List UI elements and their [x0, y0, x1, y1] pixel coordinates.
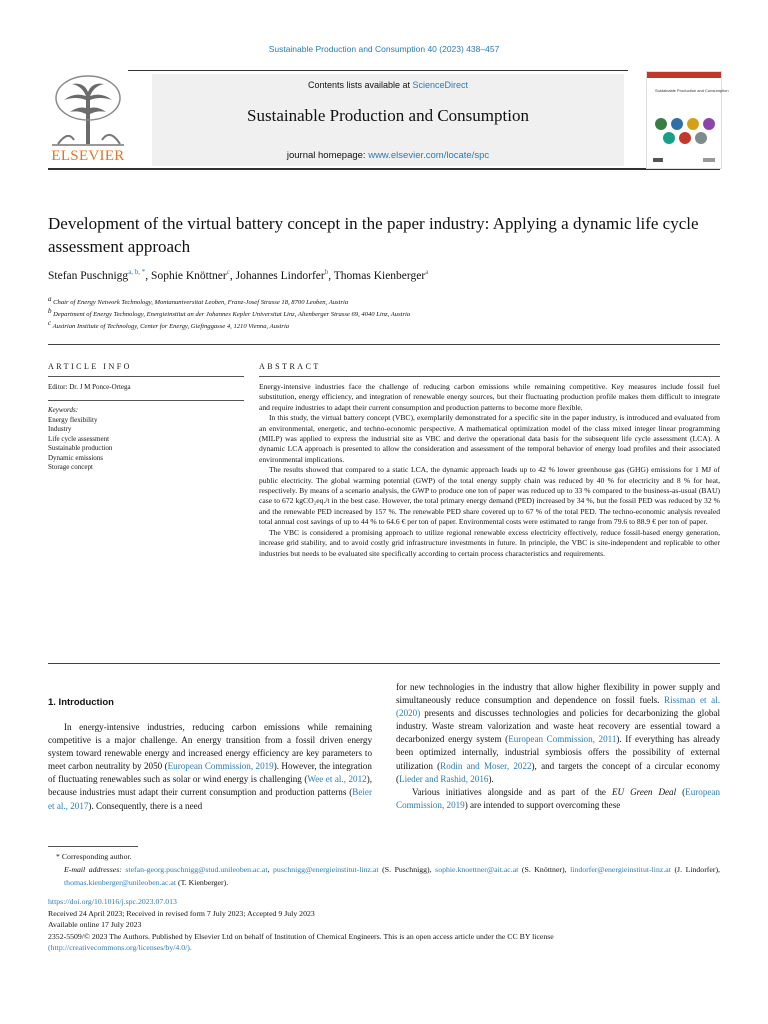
contents-line — [152, 80, 624, 90]
citation-link[interactable]: Beier et al., 2017 — [48, 787, 372, 811]
received-dates: Received 24 April 2023; Received in revised form 7 July 2023; Accepted 9 July 2023 — [48, 908, 315, 918]
masthead-bottom-rule — [48, 168, 720, 170]
intro-left-column — [48, 721, 372, 813]
section-heading-introduction: 1. Introduction — [48, 697, 114, 708]
intro-paragraph: Various initiatives alongside and as part of the EU Green Deal (European Commission, 2019) are intended to support overcoming these — [396, 786, 720, 810]
author-name: Thomas Kienberger — [333, 269, 426, 282]
affiliation: $^a$ Chair of Energy Network Technology, Montanuniversitat Leoben, Franz-Josef Strasse 18, 8700 Leoben, Austria — [48, 295, 349, 307]
abstract-paragraph: Energy-intensive industries face the challenge of reducing carbon emissions while remaining competitive. Key measures include fossil fuel substitution, energy efficiency, and integration of renewable energy sources, but their fluctuating production profile makes them difficult to integrate and require industries to adapt their current consumption and production patterns to become more flexible. — [259, 382, 720, 412]
email-link[interactable]: stefan-georg.puschnigg@stud.unileoben.ac.at — [125, 865, 268, 875]
author-name: Sophie Knöttner — [151, 269, 227, 282]
homepage-link[interactable]: www.elsevier.com/locate/spc — [368, 150, 490, 161]
email-link[interactable]: puschnigg@energieinstitut-linz.at — [273, 865, 379, 875]
doi-link[interactable]: https://doi.org/10.1016/j.spc.2023.07.013 — [48, 897, 177, 906]
article-info-heading: ARTICLE INFO — [48, 362, 132, 371]
homepage-prefix: journal homepage: — [286, 150, 369, 161]
editor-line: Editor: Dr. J M Ponce-Ortega — [48, 383, 131, 391]
footnote-rule — [48, 846, 138, 847]
abstract-body — [259, 382, 720, 559]
journal-name: Sustainable Production and Consumption — [247, 106, 529, 125]
keyword: Sustainable production — [48, 444, 113, 452]
abstract-paragraph: The results showed that compared to a static LCA, the dynamic approach leads up to 42 % lower greenhouse gas (GHG) emissions for 1 MJ of public electricity. The global warming potential (GWP) of the total energy supply chain was reduced by 40 % for electricity and 8 % for heat, respectively. By means of a scenario analysis, the GWP to produce one ton of paper was reduced up to 33 % compared to the business-as-usual (BAU) case to 672 kgCO₂eq./t in the best case. However, the total primary energy demand (PED) increased by 34 %, but the fossil PED was reduced by 32 % and the renewable PED increased by 157 %. The renewable PED share covered up to 67 % of the total PED. The techno-economic analysis revealed total annual cost savings of up to 44 % to 64.6 € per ton of paper. Environmental costs were estimated to range from 79.6 to 88.9 € per ton of paper. — [259, 465, 720, 527]
abstract-paragraph: The VBC is considered a promising approach to utilize regional renewable excess electricity effectively, reduce fossil-based energy generation, increase grid stability, and to avoid costly grid infrastructure investments in future. In principle, the VBC is site-independent and replicable to other industries but needs to be evaluated site specifically according to certain process characteristics and requirements. — [259, 527, 720, 558]
footnotes — [48, 850, 720, 890]
citation-link[interactable]: Rodin and Moser, 2022 — [440, 760, 532, 771]
author-affil-ref[interactable]: a, b, * — [128, 268, 146, 276]
author-name: Stefan Puschnigg — [48, 269, 129, 282]
citation-link[interactable]: European Commission, 2019 — [167, 761, 274, 772]
citation-link[interactable]: European Commission, 2019 — [396, 786, 720, 810]
corresponding-author-note: * Corresponding author. — [56, 852, 132, 861]
author-affil-ref[interactable]: a — [425, 268, 429, 276]
header-rule — [48, 344, 720, 345]
author-list: Stefan Puschnigg$^{a, b, *}$, Sophie Knöttner$^c$, Johannes Lindorfer$^b$, Thomas Kienberger$^a$ — [48, 268, 429, 282]
license-text: 2352-5509/© 2023 The Authors. Published by Elsevier Ltd on behalf of Institution of Chemical Engineers. This is an open access article under the CC BY license — [48, 931, 554, 941]
affiliation: $^b$ Department of Energy Technology, Energieinstitut an der Johannes Kepler Universitat Linz, Altenberger Strasse 69, 4040 Linz, Austria — [48, 307, 411, 319]
article-title: Development of the virtual battery concept in the paper industry: Applying a dynamic life cycle assessment approach — [48, 214, 699, 256]
citation-link[interactable]: Lieder and Rashid, 2016 — [399, 773, 489, 784]
author-name: Johannes Lindorfer — [235, 269, 325, 282]
email-link[interactable]: thomas.kienberger@unileoben.ac.at — [64, 878, 177, 888]
author-affil-ref[interactable]: c — [226, 268, 230, 276]
affiliation: $^c$ Austrian Institute of Technology, Center for Energy, Giefinggasse 4, 1210 Vienna, Austria — [48, 319, 290, 331]
keyword: Life cycle assessment — [48, 434, 110, 443]
keyword: Dynamic emissions — [48, 453, 104, 462]
intro-paragraph: In energy-intensive industries, reducing carbon emissions while remaining competitive is a major challenge. An energy transition from a fossil driven energy system toward renewable energy and increased energy efficiency are key parameters to meet carbon neutrality by 2050 (European Commission, 2019). However, the integration of fluctuating renewables such as solar or wind energy is challenging (Wee et al., 2012), because industries must adapt their current consumption and production patterns (Beier et al., 2017). Consequently, there is a need — [48, 722, 372, 811]
citation-link[interactable]: European Commission, 2011 — [508, 734, 617, 745]
sciencedirect-link[interactable]: ScienceDirect — [412, 80, 469, 90]
author-affil-ref[interactable]: b — [324, 268, 329, 276]
editor-rule — [48, 400, 244, 401]
abstract-rule — [259, 376, 720, 377]
keywords-label: Keywords: — [48, 406, 79, 414]
homepage-line — [152, 150, 624, 161]
keyword: Storage concept — [48, 463, 93, 471]
abstract-heading: ABSTRACT — [259, 362, 321, 371]
intro-right-column — [396, 681, 720, 812]
elsevier-wordmark: ELSEVIER — [51, 148, 125, 164]
online-date: Available online 17 July 2023 — [48, 920, 142, 930]
abstract-paragraph: In this study, the virtual battery concept (VBC), exemplarily demonstrated for a specific site in the paper industry, is introduced and evaluated from an environmental, energetic, and techno-economic perspective. A mathematical optimization model of the class mixed integer linear programming (MILP) was applied to express the industrial site as VBC and derive the operational data basis for the subsequent life cycle assessment (LCA). A dynamic LCA approach is presented to allow the consideration and assessment of the temporal behavior of energy load profiles and their associated environmental implications. — [259, 413, 720, 464]
keyword: Industry — [48, 425, 72, 433]
citation-link[interactable]: Wee et al., 2012 — [307, 774, 367, 785]
cover-title: Sustainable Production and Consumption — [655, 88, 729, 93]
contents-prefix: Contents lists available at — [307, 80, 413, 90]
email-link[interactable]: sophie.knoettner@ait.ac.at — [435, 865, 519, 875]
email-addresses: E-mail addresses: stefan-georg.puschnigg@stud.unileoben.ac.at, puschnigg@energieinstitut-linz.at (S. Puschnigg), sophie.knoettner@ait.ac.at (S. Knöttner), lindorfer@energieinstitut-linz.at (J. Lindorfer), thomas.kienberger@unileoben.ac.at (T. Kienberger). — [64, 865, 720, 888]
running-head: Sustainable Production and Consumption 40 (2023) 438–457 — [268, 44, 500, 54]
intro-paragraph: for new technologies in the industry that allow higher flexibility in power supply and simultaneously reduce consumption and dependence on fossil fuels. Rissman et al. (2020) presents and discusses technologies and policies for decarbonizing the global industry. Waste stream valorization and waste heat recovery are essential toward a decarbonized energy system (European Commission, 2011). If everything has already been optimized internally, industrial symbiosis offers the possibility of external utilization (Rodin and Moser, 2022), and targets the concept of a circular economy (Lieder and Rashid, 2016). — [396, 682, 720, 784]
article-info-rule — [48, 376, 244, 377]
citation-link[interactable]: Rissman et al. (2020) — [396, 695, 720, 719]
keyword: Energy flexibility — [48, 415, 98, 424]
keywords-block — [48, 406, 112, 473]
email-link[interactable]: lindorfer@energieinstitut-linz.at — [570, 865, 671, 875]
article-meta — [48, 896, 720, 954]
license-link[interactable]: (http://creativecommons.org/licenses/by/4.0/). — [48, 943, 192, 953]
journal-cover-thumbnail[interactable] — [646, 71, 729, 169]
abstract-bottom-rule — [48, 663, 720, 664]
